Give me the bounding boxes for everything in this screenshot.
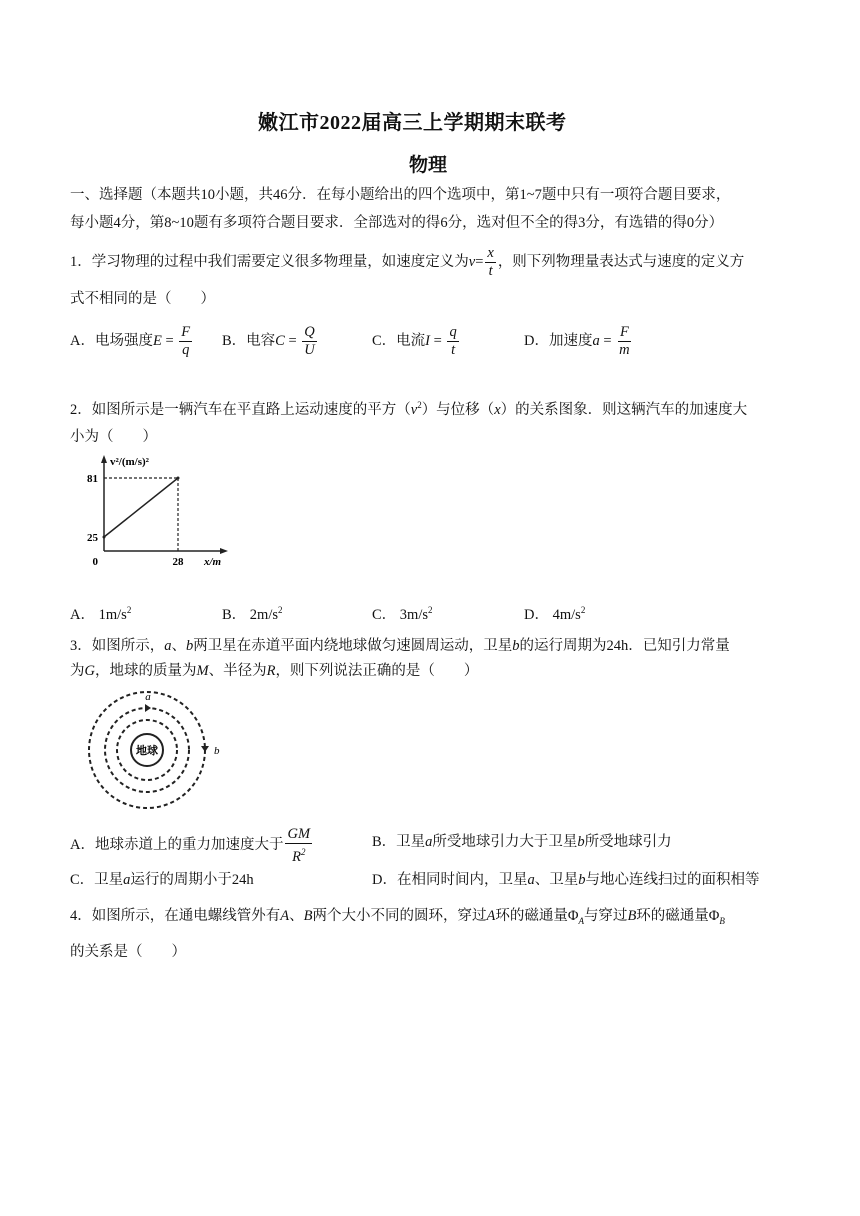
q4-B2: B — [627, 908, 637, 924]
q3-d-mid: 、卫星 — [534, 872, 579, 888]
q3-orbit-diagram — [82, 688, 222, 813]
x-tick-28: 28 — [172, 556, 184, 568]
sat-b-arrow — [201, 746, 209, 752]
y-axis-arrow — [101, 455, 107, 463]
q4-text-4: 与穿过 — [583, 908, 628, 924]
q1-c-label: C．电流 — [372, 332, 426, 349]
q4-sep: 、 — [289, 908, 304, 924]
q1-b-den: U — [304, 342, 315, 358]
earth-label: 地球 — [136, 744, 158, 757]
data-line — [104, 478, 178, 537]
q1-frac-den: t — [488, 263, 493, 279]
q3-option-c — [70, 870, 254, 890]
q4-text-5: 环的磁通量 — [636, 908, 709, 924]
q2-option-d — [524, 600, 585, 625]
q1-a-label: A．电场强度 — [70, 332, 153, 349]
q3-a-frac — [285, 826, 312, 866]
y-tick-25: 25 — [87, 532, 98, 544]
exam-title: 嫩江市2022届高三上学期期末联考 — [258, 112, 567, 134]
q1-line-2: 式不相同的是（ ） — [70, 291, 215, 307]
y-axis-label: v²/(m/s)² — [110, 456, 149, 468]
q2-a-exp: 2 — [126, 605, 132, 615]
q3-text-4: 为 — [70, 663, 85, 679]
q3-b-post: 所受地球引力 — [584, 834, 672, 850]
q2-text-2: ）与位移（ — [421, 401, 495, 418]
q3-text-2: 两卫星在赤道平面内绕地球做匀速圆周运动，卫星 — [193, 638, 513, 654]
q4-B: B — [303, 908, 313, 924]
q2-b-exp: 2 — [278, 605, 283, 615]
q3-text-5: ，地球的质量为 — [94, 663, 197, 679]
q3-M: M — [196, 663, 209, 679]
q1-d-label: D．加速度 — [524, 332, 593, 349]
q2-option-b — [222, 600, 283, 625]
q1-frac-num: x — [487, 245, 494, 261]
q1-c-frac — [447, 324, 458, 359]
q2-text-3: ）的关系图象．则这辆汽车的加速度大 — [500, 401, 748, 418]
q3-c-pre: C．卫星 — [70, 872, 124, 888]
q1-option-d: D．加速度a = $\frac{F}{m}$ — [524, 324, 630, 358]
q1-d-num: F — [619, 324, 629, 340]
q3-b: b — [186, 638, 194, 654]
q2-c-value: 3m/s — [399, 606, 428, 623]
q2-option-a — [70, 600, 131, 625]
q3-option-b — [372, 832, 672, 852]
q2-b-value: 2m/s — [249, 606, 278, 623]
section-line-2: 每小题4分，第8~10题有多项符合题目要求．全部选对的得6分，选对但不全的得3分，有选错的得0分） — [70, 215, 724, 231]
q4-phi-a: Φ — [567, 908, 579, 924]
q2-line-2: 小为（ ） — [70, 429, 157, 445]
x-axis-label: x/m — [204, 556, 222, 568]
q3-line-2 — [70, 661, 478, 681]
q3-b-b: b — [577, 834, 585, 850]
x-tick-0: 0 — [92, 556, 98, 568]
q3-d-b: b — [578, 872, 586, 888]
q3-b-pre: B．卫星 — [372, 834, 426, 850]
q1-d-den: m — [619, 342, 630, 358]
x-axis-arrow — [220, 548, 228, 554]
q3-sep: 、 — [171, 638, 186, 654]
q3-a-den — [290, 844, 307, 866]
q1-b-label: B．电容 — [222, 332, 276, 349]
q1-a-frac — [179, 324, 192, 359]
q1-option-a: A．电场强度E = $\frac{F}{q}$ — [70, 324, 191, 358]
data-point-start — [103, 536, 106, 539]
q2-v: v — [410, 401, 418, 418]
q3-b2: b — [512, 638, 520, 654]
q2-d-value: 4m/s — [552, 606, 581, 623]
q3-b-a: a — [425, 834, 433, 850]
q1-a-num: F — [181, 324, 191, 340]
q3-G: G — [84, 663, 95, 679]
q4-line-1 — [70, 906, 725, 931]
chart-layer — [87, 455, 228, 568]
sat-a-arrow — [145, 704, 151, 712]
q1-b-sym: C — [275, 332, 285, 349]
q1-text-2: ，则下列物理量表达式与速度的定义方 — [497, 253, 745, 270]
q1-d-sym: a — [592, 332, 600, 349]
q2-d-exp: 2 — [580, 605, 586, 615]
q4-text-2: 两个大小不同的圆环，穿过 — [312, 908, 487, 924]
q1-d-frac — [617, 324, 631, 359]
q4-text-1: 4．如图所示，在通电螺线管外有 — [70, 908, 281, 924]
q2-x: x — [494, 401, 501, 418]
sat-a-label: a — [145, 691, 151, 703]
q1-eq: = — [475, 253, 484, 270]
q3-c-a: a — [123, 872, 131, 888]
q1-v: v — [468, 253, 476, 270]
q3-d-post: 与地心连线扫过的面积相等 — [585, 872, 760, 888]
q4-A: A — [280, 908, 290, 924]
q3-d-pre: D．在相同时间内，卫星 — [372, 872, 528, 888]
q3-text-7: ，则下列说法正确的是（ ） — [275, 663, 479, 679]
q2-line-1 — [70, 395, 747, 420]
section-line-1: 一、选择题（本题共10小题，共46分．在每小题给出的四个选项中，第1~7题中只有一项符合题目要求， — [70, 187, 731, 203]
q3-a-den-exp: 2 — [300, 847, 306, 857]
q1-text-1: 1．学习物理的过程中我们需要定义很多物理量，如速度定义为 — [70, 253, 469, 270]
q1-b-num: Q — [304, 324, 315, 340]
q3-a: a — [164, 638, 172, 654]
q1-line-1 — [70, 245, 744, 280]
q3-text-6: 、半径为 — [208, 663, 267, 679]
q2-text-1: 2．如图所示是一辆汽车在平直路上运动速度的平方（ — [70, 401, 411, 418]
q2-a-value: 1m/s — [98, 606, 127, 623]
q2-option-c — [372, 600, 433, 625]
q3-option-a — [70, 826, 314, 866]
q2-b-label: B． — [222, 606, 247, 623]
q3-line-1 — [70, 636, 730, 656]
q4-phi-b: Φ — [708, 908, 720, 924]
q2-a-label: A． — [70, 606, 95, 623]
q2-c-exp: 2 — [428, 605, 433, 615]
q1-a-sym: E — [152, 332, 162, 349]
q2-d-label: D． — [524, 606, 549, 623]
q3-option-d — [372, 870, 759, 890]
subject-title: 物理 — [409, 155, 448, 176]
q4-phi-a-sub: A — [578, 915, 584, 926]
q3-a-den-R: R — [292, 848, 301, 865]
q1-c-sym: I — [425, 332, 431, 349]
q3-d-a: a — [527, 872, 535, 888]
q1-option-c: C．电流I = $\frac{q}{t}$ — [372, 324, 457, 358]
q2-c-label: C． — [372, 606, 397, 623]
q1-c-den: t — [451, 342, 456, 358]
q1-b-frac — [302, 324, 316, 359]
y-tick-81: 81 — [87, 473, 98, 485]
q2-chart — [80, 455, 240, 580]
q3-text-1: 3．如图所示， — [70, 638, 165, 654]
q3-a-label: A．地球赤道上的重力加速度大于 — [70, 837, 284, 854]
q4-A2: A — [486, 908, 496, 924]
q4-phi-b-sub: B — [719, 915, 725, 926]
q3-R: R — [266, 663, 276, 679]
q1-fraction — [485, 245, 495, 280]
q1-option-b: B．电容C = $\frac{Q}{U}$ — [222, 324, 315, 358]
q1-a-den: q — [182, 342, 190, 358]
q3-b-mid: 所受地球引力大于卫星 — [432, 834, 578, 850]
q3-a-num: GM — [287, 826, 311, 842]
q4-text-3: 环的磁通量 — [495, 908, 568, 924]
sat-b-label: b — [214, 745, 220, 757]
q1-c-num: q — [449, 324, 457, 340]
q2-v-exp: 2 — [417, 400, 422, 410]
q3-text-3: 的运行周期为24h．已知引力常量 — [519, 638, 730, 654]
q3-c-post: 运行的周期小于24h — [130, 872, 254, 888]
q4-line-2: 的关系是（ ） — [70, 944, 186, 960]
